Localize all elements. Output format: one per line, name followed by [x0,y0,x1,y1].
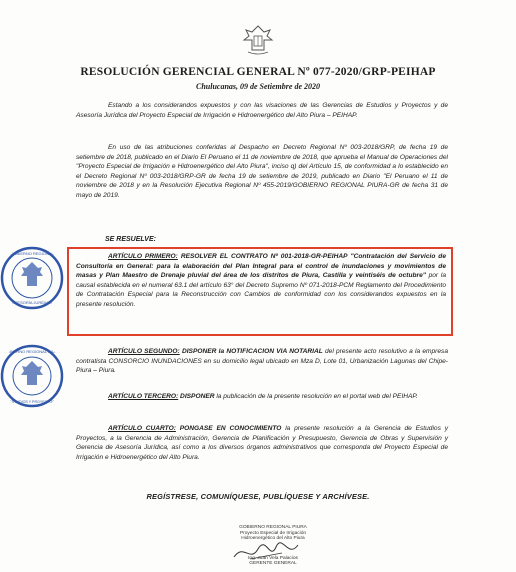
paragraph-considerandos: Estando a los considerandos expuestos y con las visaciones de las Gerencias de Estudios y Proyectos y de Asesoría Jurídica del Proyecto Especial de Irrigación e Hidroenergético del Alto Piura – PEIHAP. [76,102,448,119]
svg-text:GOBIERNO REGIONAL: GOBIERNO REGIONAL [10,251,54,256]
article-tercero-rest: la publicación de la presente resolución en el portal web del PEIHAP. [214,393,418,400]
article-cuarto-bold: PONGASE EN CONOCIMIENTO [175,425,282,432]
article-segundo-label: ARTÍCULO SEGUNDO: [108,348,180,355]
article-primero-head: RESOLVER EL CONTRATO Nº 001-2018-GR-PEIHAP [177,253,348,260]
handwritten-signature-icon [230,539,302,565]
article-tercero-label: ARTÍCULO TERCERO: [108,393,179,400]
article-tercero [76,392,448,402]
place-date: Chulucanas, 09 de Setiembre de 2020 [195,82,320,91]
se-resuelve-heading: SE RESUELVE: [105,236,156,243]
paragraph-atribuciones: En uso de las atribuciones conferidas al Despacho en Decreto Regional Nº 003-2018/GRP, de fecha 19 de setiembre de 2018, publicado en el Diario El Peruano el 11 de noviembre de 2018, que aprueba el Manual de Operaciones del "Proyecto Especial de Irrigación e Hidroenergético del Alto Piura", inciso q) del Artículo 15, de conformidad a lo establecido en el Decreto Regional Nº 003-2018/GRP-GR de fecha 19 de setiembre de 2019, publicado en Diario "El Peruano el 11 de noviembre de 2018 y en la Resolución Ejecutiva Regional Nº 455-2019/GOBIERNO REGIONAL PIURA-GR de fecha 31 de mayo de 2019. [76,144,448,199]
article-primero-label: ARTÍCULO PRIMERO: [108,253,178,260]
signature-line2: Proyecto Especial de Irrigación [239,530,307,536]
article-segundo-bold: DISPONER la NOTIFICACION VIA NOTARIAL [179,348,323,355]
article-cuarto-label: ARTÍCULO CUARTO: [108,425,176,432]
svg-text:ESTUDIOS Y PROYECTOS: ESTUDIOS Y PROYECTOS [9,400,55,404]
national-crest-icon [240,22,276,56]
svg-text:GOBIERNO REGIONAL PIURA: GOBIERNO REGIONAL PIURA [3,349,61,354]
legal-seal-icon [0,246,64,310]
closing-formula: REGÍSTRESE, COMUNÍQUESE, PUBLÍQUESE Y ARCHÍVESE. [146,492,370,501]
article-tercero-bold: DISPONER [178,393,215,400]
signature-line1: GOBIERNO REGIONAL PIURA [239,525,307,530]
article-cuarto-rest: la presente resolución a la Gerencia de Estudios y Proyectos, a la Gerencia de Administración, Gerencia de Planificación y Presupuesto, Gerencia de Obras y Supervisión y Gerencia de Asesoría Jurídica, así como a los diversos órganos administrativos que corresponda del Proyecto Especial de Irrigación e Hidroenergético del Alto Piura. [76,425,449,461]
article-segundo-rest: del presente acto resolutivo a la empresa contratista CONSORCIO INUNDACIONES en su domicilio legal ubicado en Mza D, Lote 01, Urbanización Lagunas del Chipe- Piura – Piura. [76,348,448,375]
article-segundo [76,347,448,376]
article-cuarto [76,424,448,462]
signature-line3: Hidroenergético del Alto Piura [241,536,305,542]
signature-line5: GERENTE GENERAL [249,561,297,567]
studies-seal-icon [0,342,64,410]
signature-line4: Ing. Juan Vela Palacios [248,555,298,561]
svg-text:ASESORÍA JURÍDICA: ASESORÍA JURÍDICA [12,300,52,305]
article-primero-rest: por la causal establecida en el numeral 63.1 del artículo 63° del Decreto Supremo Nº 071-2018-PCM Reglamento del Procedimiento de Contratación Especial para la Reconstrucción con Cambios de conformidad con los considerandos expuestos en la presente resolución. [76,272,446,308]
resolution-title: RESOLUCIÓN GERENCIAL GENERAL Nº 077-2020/GRP-PEIHAP [80,66,436,78]
article-primero-contract: "Contratación del Servicio de Consultoría en General: para la elaboración del Plan Integral para el control de inundaciones y movimientos de masas y Plan Maestro de Drenaje pluvial del área de los distritos de Piura, Castilla y veintiséis de octubre" [76,253,447,280]
article-primero [76,252,446,310]
